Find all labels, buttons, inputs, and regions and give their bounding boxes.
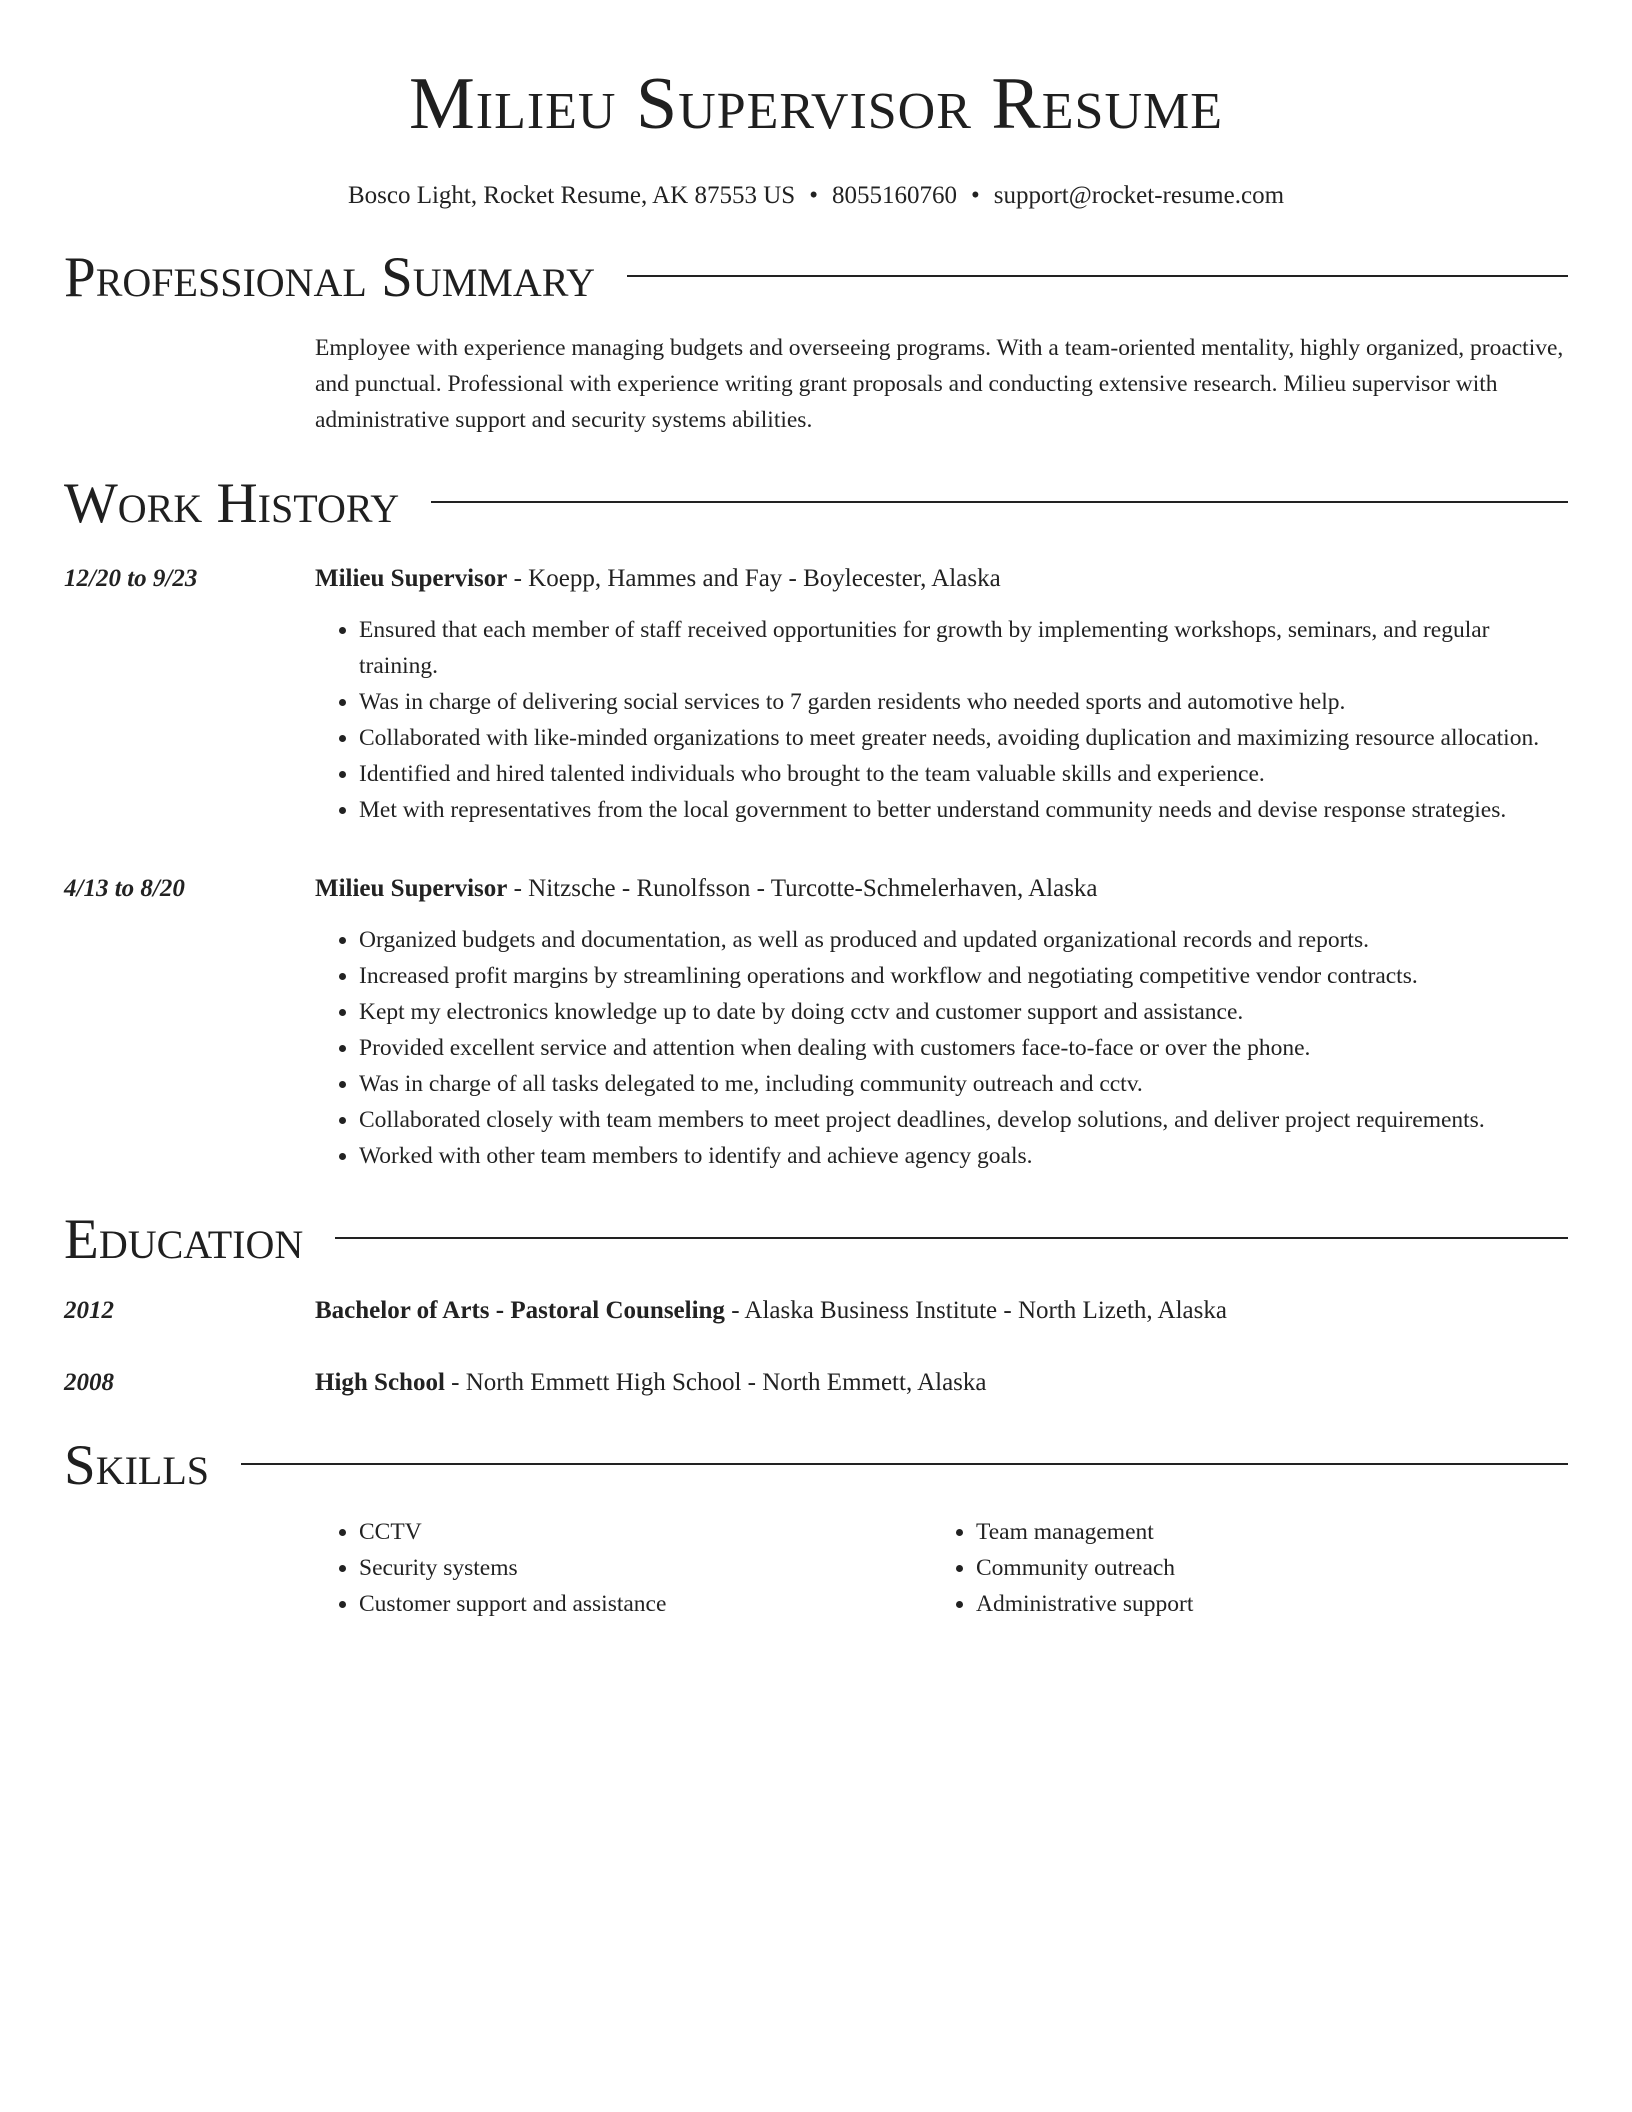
contact-phone: 8055160760 xyxy=(831,182,957,209)
education-heading: Education xyxy=(64,1208,304,1271)
section-divider xyxy=(627,275,1568,277)
work-section-header xyxy=(64,472,1568,536)
skills-section-header xyxy=(64,1434,1568,1498)
job-bullet: • Was in charge of all tasks delegated to me, including community outreach and cctv. xyxy=(359,1066,1568,1102)
job-body xyxy=(315,872,1568,1174)
job-heading xyxy=(315,562,1568,596)
skill-item: • CCTV xyxy=(359,1514,932,1550)
job-bullet: • Increased profit margins by streamlining operations and workflow and negotiating competitive vendor contracts. xyxy=(359,958,1568,994)
education-degree: High School xyxy=(315,1369,445,1396)
skill-item: • Community outreach xyxy=(976,1550,1532,1586)
section-divider xyxy=(335,1237,1568,1239)
education-body xyxy=(315,1294,1568,1328)
job-body xyxy=(315,562,1568,828)
skills-heading: Skills xyxy=(64,1434,210,1497)
education-details: - Alaska Business Institute - North Lizeth, Alaska xyxy=(724,1297,1227,1324)
summary-text: Employee with experience managing budgets and overseeing programs. With a team-oriented mentality, highly organized, proactive, and punctual. Professional with experience writing grant proposals and conducting extensive research. Milieu supervisor with administrative support and security systems abilities. xyxy=(315,335,1564,433)
contact-address: Bosco Light, Rocket Resume, AK 87553 US xyxy=(347,182,796,209)
job-title: Milieu Supervisor xyxy=(315,565,508,592)
contact-separator: • xyxy=(809,182,818,209)
job-entry xyxy=(64,872,1568,1174)
skill-item: • Customer support and assistance xyxy=(359,1586,932,1622)
job-bullet: • Identified and hired talented individuals who brought to the team valuable skills and experience. xyxy=(359,756,1568,792)
skills-list xyxy=(315,1514,1568,1622)
education-entry xyxy=(64,1366,1568,1400)
job-details: - Nitzsche - Runolfsson - Turcotte-Schmelerhaven, Alaska xyxy=(507,875,1098,902)
skill-item: • Team management xyxy=(976,1514,1532,1550)
education-section-header xyxy=(64,1208,1568,1272)
job-heading xyxy=(315,872,1568,906)
job-dates: 12/20 to 9/23 xyxy=(64,565,198,592)
job-bullet: • Met with representatives from the local government to better understand community needs and devise response strategies. xyxy=(359,792,1568,828)
education-degree: Bachelor of Arts - Pastoral Counseling xyxy=(315,1297,725,1324)
resume-title: Milieu Supervisor Resume xyxy=(408,63,1224,145)
education-year: 2012 xyxy=(64,1297,114,1324)
job-bullet: • Collaborated with like-minded organizations to meet greater needs, avoiding duplication and maximizing resource allocation. xyxy=(359,720,1568,756)
education-details: - North Emmett High School - North Emmett, Alaska xyxy=(444,1369,987,1396)
job-bullet: • Provided excellent service and attention when dealing with customers face-to-face or over the phone. xyxy=(359,1030,1568,1066)
skill-item: • Administrative support xyxy=(976,1586,1532,1622)
job-bullet: • Worked with other team members to identify and achieve agency goals. xyxy=(359,1138,1568,1174)
education-body xyxy=(315,1366,1568,1400)
contact-line xyxy=(64,180,1568,212)
skills-column xyxy=(932,1514,1532,1622)
job-bullet: • Ensured that each member of staff received opportunities for growth by implementing workshops, seminars, and regular training. xyxy=(359,612,1568,684)
education-entry xyxy=(64,1294,1568,1328)
education-heading-line xyxy=(315,1366,1568,1400)
education-year: 2008 xyxy=(64,1369,114,1396)
job-bullets xyxy=(315,612,1568,828)
contact-separator: • xyxy=(970,182,980,209)
education-heading-line xyxy=(315,1294,1568,1328)
job-bullet: • Kept my electronics knowledge up to date by doing cctv and customer support and assistance. xyxy=(359,994,1568,1030)
job-entry xyxy=(64,562,1568,828)
job-bullet: • Organized budgets and documentation, as well as produced and updated organizational records and reports. xyxy=(359,922,1568,958)
job-details: - Koepp, Hammes and Fay - Boylecester, Alaska xyxy=(507,565,1001,592)
resume-page xyxy=(64,0,1568,1622)
skill-item: • Security systems xyxy=(359,1550,932,1586)
work-heading: Work History xyxy=(64,472,400,535)
job-bullet: • Collaborated closely with team members to meet project deadlines, develop solutions, and deliver project requirements. xyxy=(359,1102,1568,1138)
job-title: Milieu Supervisor xyxy=(315,875,508,902)
summary-section-header xyxy=(64,246,1568,310)
contact-email: support@rocket-resume.com xyxy=(993,182,1285,209)
job-bullet: • Was in charge of delivering social services to 7 garden residents who needed sports and automotive help. xyxy=(359,684,1568,720)
job-bullets xyxy=(315,922,1568,1174)
summary-heading: Professional Summary xyxy=(64,246,596,309)
skills-column xyxy=(315,1514,932,1622)
section-divider xyxy=(431,501,1568,503)
section-divider xyxy=(241,1463,1568,1465)
job-dates: 4/13 to 8/20 xyxy=(64,875,185,902)
